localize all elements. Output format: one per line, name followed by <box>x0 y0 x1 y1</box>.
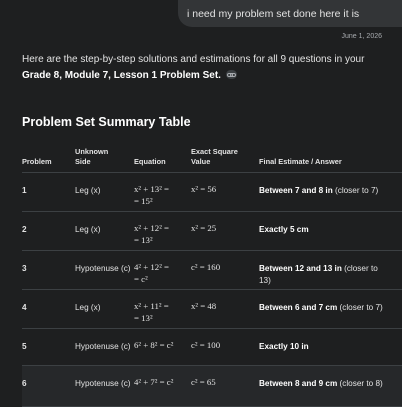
exact-square-value: x² = 48 <box>191 301 217 311</box>
final-answer-note: (closer to 7) <box>337 303 383 312</box>
final-answer <box>259 185 389 197</box>
response-intro <box>22 52 382 84</box>
exact-square-value: c² = 65 <box>191 377 216 387</box>
unknown-side: Leg (x) <box>75 303 101 312</box>
header-exact-square-value: Exact Square Value <box>191 147 238 166</box>
equation: 4² + 7² = c² <box>134 377 174 387</box>
table-row <box>22 212 402 251</box>
unknown-side: Hypotenuse (c) <box>75 342 131 351</box>
final-answer <box>259 224 389 236</box>
exact-square-value: c² = 160 <box>191 262 221 272</box>
equation-continued: = 13² <box>134 313 153 323</box>
exact-square-value: c² = 100 <box>191 340 221 350</box>
unknown-side: Hypotenuse (c) <box>75 379 131 388</box>
header-final-answer: Final Estimate / Answer <box>259 157 342 166</box>
equation: 6² + 8² = c² <box>134 340 174 350</box>
unknown-side: Leg (x) <box>75 225 101 234</box>
table-row <box>22 329 402 366</box>
header-equation: Equation <box>134 157 166 166</box>
equation-continued: = c² <box>134 274 148 284</box>
message-date: June 1, 2026 <box>341 33 382 40</box>
final-answer-bold: Between 12 and 13 in <box>259 264 342 273</box>
header-problem: Problem <box>22 157 52 166</box>
equation: x² + 11² = <box>134 301 169 311</box>
summary-table <box>22 145 402 407</box>
final-answer <box>259 302 389 314</box>
problem-number: 2 <box>22 225 27 234</box>
table-body <box>22 173 402 407</box>
table-row <box>22 366 402 407</box>
equation: x² + 12² = <box>134 223 169 233</box>
table-row <box>22 173 402 212</box>
intro-bold-text: Grade 8, Module 7, Lesson 1 Problem Set. <box>22 70 221 81</box>
final-answer-bold: Exactly 5 cm <box>259 225 309 234</box>
header-unknown-side: Unknown Side <box>75 147 109 166</box>
equation-continued: = 13² <box>134 235 153 245</box>
final-answer <box>259 378 389 390</box>
exact-square-value: x² = 25 <box>191 223 217 233</box>
unknown-side: Hypotenuse (c) <box>75 264 131 273</box>
unknown-side: Leg (x) <box>75 186 101 195</box>
link-icon[interactable] <box>226 70 237 79</box>
final-answer-bold: Between 8 and 9 cm <box>259 379 338 388</box>
table-row <box>22 251 402 290</box>
problem-number: 3 <box>22 264 27 273</box>
problem-number: 4 <box>22 303 27 312</box>
table-heading: Problem Set Summary Table <box>22 115 191 129</box>
problem-number: 5 <box>22 342 27 351</box>
equation: 4² + 12² = <box>134 262 169 272</box>
final-answer-bold: Between 6 and 7 cm <box>259 303 338 312</box>
user-message-text: i need my problem set done here it is <box>187 8 360 20</box>
final-answer-note: (closer to 13) <box>259 264 378 285</box>
user-message-bubble <box>178 0 402 27</box>
problem-number: 6 <box>22 379 27 388</box>
exact-square-value: x² = 56 <box>191 184 217 194</box>
final-answer-bold: Between 7 and 8 in <box>259 186 333 195</box>
final-answer-note: (closer to 7) <box>332 186 379 195</box>
equation-continued: = 15² <box>134 196 153 206</box>
final-answer-bold: Exactly 10 in <box>259 342 309 351</box>
problem-number: 1 <box>22 186 27 195</box>
final-answer <box>259 263 389 287</box>
table-header-row <box>22 145 402 173</box>
equation: x² + 13² = <box>134 184 169 194</box>
table-row <box>22 290 402 329</box>
intro-text: Here are the step-by-step solutions and estimations for all 9 questions in your <box>22 54 365 65</box>
final-answer <box>259 341 389 353</box>
final-answer-note: (closer to 8) <box>337 379 383 388</box>
